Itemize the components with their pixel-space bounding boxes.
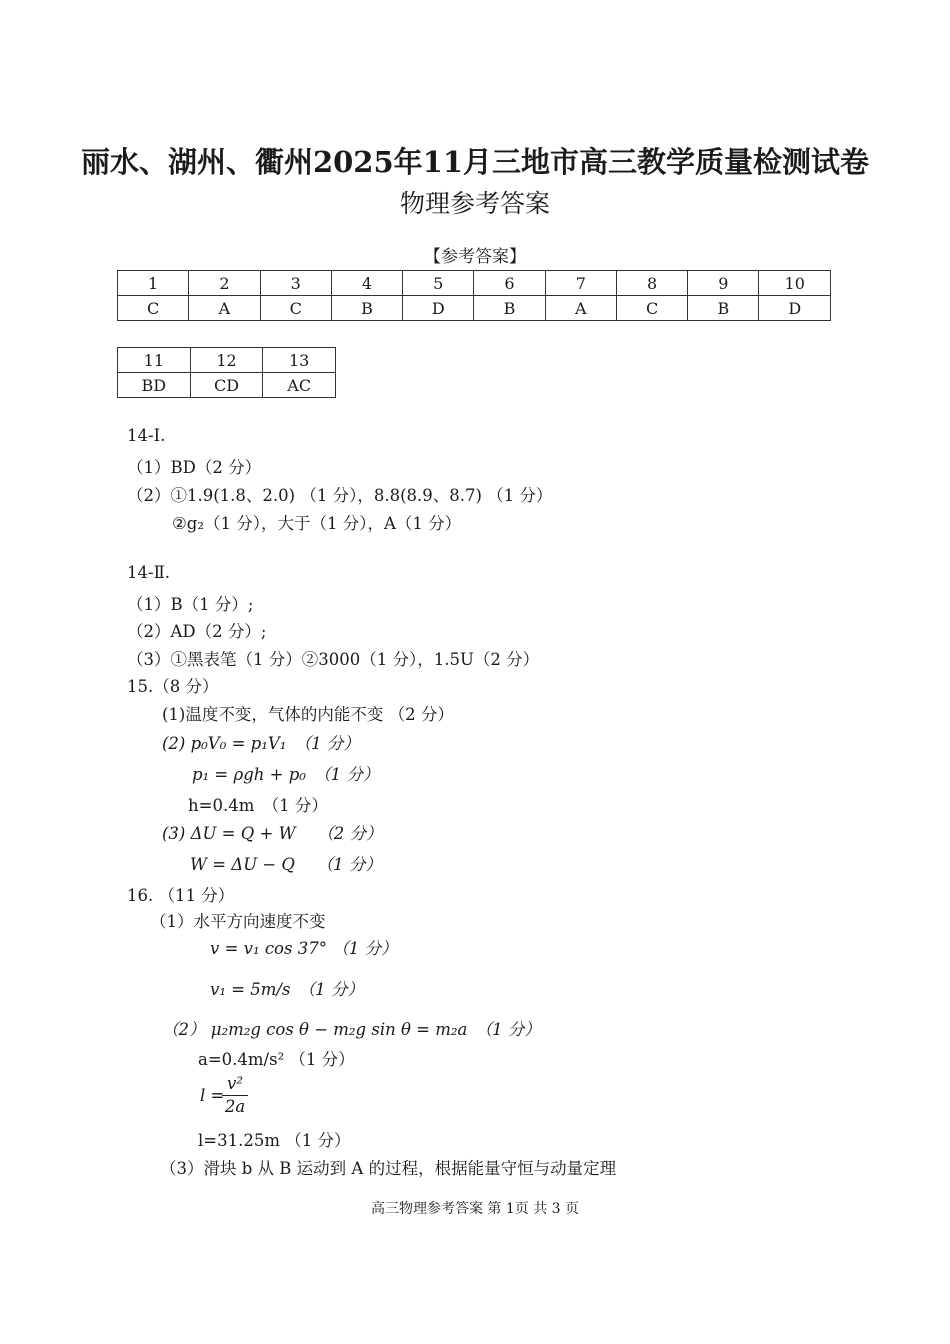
question-number: 1: [118, 271, 189, 296]
question-number: 12: [190, 348, 263, 373]
question-number: 13: [263, 348, 336, 373]
answer-table-2: [117, 347, 336, 398]
document-title: 丽水、湖州、衢州2025年11月三地市高三教学质量检测试卷: [80, 145, 870, 179]
answer-line: （2）AD（2 分）;: [127, 622, 267, 641]
answer-cell: B: [331, 296, 402, 321]
answer-table-1: [117, 270, 831, 321]
answer-cell: D: [759, 296, 831, 321]
question-number: 6: [474, 271, 545, 296]
answer-line: (1)温度不变，气体的内能不变 （2 分）: [162, 705, 454, 724]
table-row-numbers: [118, 348, 336, 373]
answer-line: （2）①1.9(1.8、2.0) （1 分），8.8(8.9、8.7) （1 分）: [127, 486, 553, 505]
answer-cell: D: [403, 296, 474, 321]
page-footer: 高三物理参考答案 第 1页 共 3 页: [370, 1201, 580, 1217]
answer-cell: B: [688, 296, 759, 321]
question-number: 9: [688, 271, 759, 296]
question-number: 3: [260, 271, 331, 296]
question-number: 10: [759, 271, 831, 296]
table-row-answers: [118, 373, 336, 398]
answer-cell: CD: [190, 373, 263, 398]
answer-cell: C: [260, 296, 331, 321]
question-number: 4: [331, 271, 402, 296]
table-row-numbers: [118, 271, 831, 296]
section-15-heading: 15.（8 分）: [127, 677, 219, 696]
formula-line: （2） μ₂m₂g cos θ − m₂g sin θ = m₂a （1 分）: [162, 1020, 541, 1039]
answer-cell: A: [189, 296, 260, 321]
section-16-heading: 16. （11 分）: [127, 886, 235, 905]
formula-line: v₁ = 5m/s （1 分）: [210, 980, 364, 999]
answer-line: （3）①黑表笔（1 分）②3000（1 分），1.5U（2 分）: [127, 650, 540, 669]
formula-line: p₁ = ρgh + p₀ （1 分）: [192, 765, 380, 784]
answer-section-label: 【参考答案】: [424, 247, 526, 267]
answer-line: （1）BD（2 分）: [127, 458, 262, 477]
answer-line: （1）水平方向速度不变: [150, 912, 326, 931]
question-number: 11: [118, 348, 191, 373]
section-14-1-heading: 14-Ⅰ.: [127, 426, 166, 445]
formula-line: (3) ΔU = Q + W （2 分）: [162, 824, 383, 843]
question-number: 5: [403, 271, 474, 296]
formula-line: W = ΔU − Q （1 分）: [190, 855, 382, 874]
section-14-2-heading: 14-Ⅱ.: [127, 563, 171, 582]
answer-cell: B: [474, 296, 545, 321]
answer-line: （3）滑块 b 从 B 运动到 A 的过程，根据能量守恒与动量定理: [160, 1159, 617, 1178]
answer-cell: C: [616, 296, 687, 321]
answer-line: h=0.4m （1 分）: [188, 796, 328, 815]
answer-line: ②g₂（1 分），大于（1 分），A（1 分）: [172, 514, 462, 533]
answer-line: a=0.4m/s² （1 分）: [198, 1050, 355, 1069]
answer-line: （1）B（1 分）;: [127, 595, 254, 614]
fraction-numerator: v²: [227, 1074, 243, 1093]
fraction-bar: [222, 1095, 248, 1096]
answer-cell: BD: [118, 373, 191, 398]
question-number: 2: [189, 271, 260, 296]
answer-line: l=31.25m （1 分）: [198, 1131, 351, 1150]
question-number: 7: [545, 271, 616, 296]
formula-line: (2) p₀V₀ = p₁V₁ （1 分）: [162, 734, 360, 753]
question-number: 8: [616, 271, 687, 296]
answer-cell: A: [545, 296, 616, 321]
document-subtitle: 物理参考答案: [399, 189, 550, 218]
fraction-denominator: 2a: [224, 1097, 246, 1116]
table-row-answers: [118, 296, 831, 321]
answer-cell: C: [118, 296, 189, 321]
fraction-lhs: l =: [200, 1086, 225, 1105]
formula-fraction: [222, 1074, 248, 1117]
answer-cell: AC: [263, 373, 336, 398]
formula-line: v = v₁ cos 37° （1 分）: [210, 939, 398, 958]
